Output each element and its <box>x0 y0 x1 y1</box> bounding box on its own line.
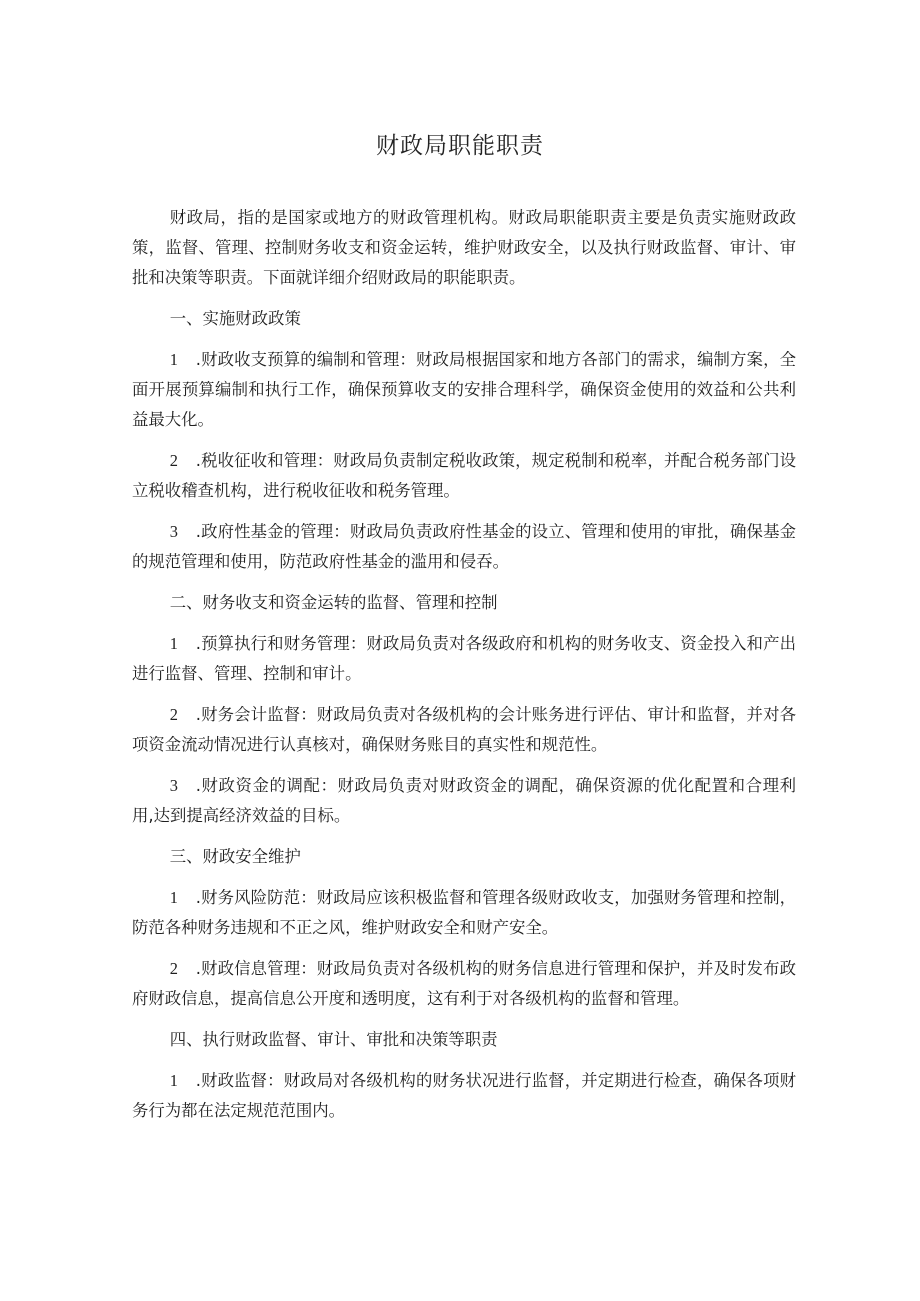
section-heading: 四、执行财政监督、审计、审批和决策等职责 <box>169 1030 498 1049</box>
item-text: .财务会计监督：财政局负责对各级机构的会计账务进行评估、审计和监督，并对各项资金流动情况进行认真核对，确保财务账目的真实性和规范性。 <box>132 705 796 754</box>
list-item <box>132 517 796 577</box>
list-item <box>132 1066 796 1126</box>
item-number: 3 <box>169 776 178 795</box>
document-body <box>132 203 796 1137</box>
section-heading: 三、财政安全维护 <box>169 847 301 866</box>
item-text: .政府性基金的管理：财政局负责政府性基金的设立、管理和使用的审批，确保基金的规范管理和使用，防范政府性基金的滥用和侵吞。 <box>132 522 796 571</box>
list-item <box>132 345 796 435</box>
section-heading: 二、财务收支和资金运转的监督、管理和控制 <box>169 593 498 612</box>
page-title: 财政局职能职责 <box>376 133 544 159</box>
item-number: 2 <box>169 705 178 724</box>
intro-paragraph: 财政局，指的是国家或地方的财政管理机构。财政局职能职责主要是负责实施财政政策，监督、管理、控制财务收支和资金运转，维护财政安全，以及执行财政监督、审计、审批和决策等职责。下面就详细介绍财政局的职能职责。 <box>132 208 796 287</box>
item-text: .税收征收和管理：财政局负责制定税收政策，规定税制和税率，并配合税务部门设立税收稽查机构，进行税收征收和税务管理。 <box>132 451 796 500</box>
list-item <box>132 954 796 1014</box>
item-number: 1 <box>169 1071 178 1090</box>
item-number: 1 <box>169 350 178 369</box>
item-text: .财政监督：财政局对各级机构的财务状况进行监督，并定期进行检查，确保各项财务行为都在法定规范范围内。 <box>132 1071 796 1120</box>
item-number: 3 <box>169 522 178 541</box>
item-text: .预算执行和财务管理：财政局负责对各级政府和机构的财务收支、资金投入和产出进行监督、管理、控制和审计。 <box>132 634 796 683</box>
item-text: .财政信息管理：财政局负责对各级机构的财务信息进行管理和保护，并及时发布政府财政信息，提高信息公开度和透明度，这有利于对各级机构的监督和管理。 <box>132 959 796 1008</box>
item-text: .财政收支预算的编制和管理：财政局根据国家和地方各部门的需求，编制方案，全面开展预算编制和执行工作，确保预算收支的安排合理科学，确保资金使用的效益和公共利益最大化。 <box>132 350 796 429</box>
list-item <box>132 700 796 760</box>
item-number: 1 <box>169 634 178 653</box>
list-item <box>132 446 796 506</box>
list-item <box>132 883 796 943</box>
list-item <box>132 771 796 831</box>
section-heading: 一、实施财政政策 <box>169 309 301 328</box>
item-number: 2 <box>169 959 178 978</box>
item-text: .财政资金的调配：财政局负责对财政资金的调配，确保资源的优化配置和合理利用,达到提高经济效益的目标。 <box>132 776 796 825</box>
list-item <box>132 629 796 689</box>
item-number: 1 <box>169 888 178 907</box>
item-text: .财务风险防范：财政局应该积极监督和管理各级财政收支，加强财务管理和控制，防范各种财务违规和不正之风，维护财政安全和财产安全。 <box>132 888 796 937</box>
item-number: 2 <box>169 451 178 470</box>
